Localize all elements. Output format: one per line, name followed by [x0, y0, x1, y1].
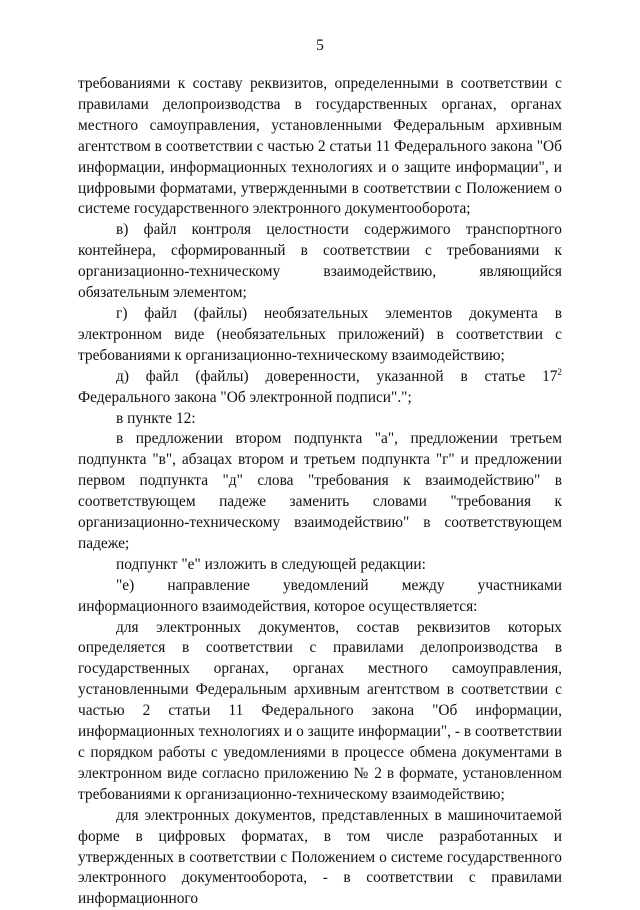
paragraph-electronic-documents: для электронных документов, состав реквизитов которых определяется в соответствии с правилами делопроизводства в государственных органах, органах местного самоуправления, установленными Федеральным архивным агентством в соответствии с частью 2 статьи 11 Федерального закона "Об информации, информационных технологиях и о защите информации", - в соответствии с порядком работы с уведомлениями в процессе обмена документами в электронном виде согласно приложению № 2 в формате, установленном требованиями к организационно-техническому взаимодействию; — [78, 618, 562, 803]
paragraph-item-d — [78, 367, 562, 409]
paragraph-item-d-text-before: д) файл (файлы) доверенности, указанной в статье 17 — [116, 367, 558, 385]
paragraph-requirements-continuation: требованиями к составу реквизитов, определенными в соответствии с правилами делопроизводства в государственных органах, органах местного самоуправления, установленными Федеральным архивным агентством в соответствии с частью 2 статьи 11 Федерального закона "Об информации, информационных технологиях и о защите информации", и цифровыми форматами, утвержденными в соответствии с Положением о системе государственного электронного документооборота; — [78, 75, 562, 218]
paragraph-item-g: г) файл (файлы) необязательных элементов документа в электронном виде (необязательных приложений) в соответствии с требованиями к организационно-техническому взаимодействию; — [78, 304, 562, 364]
paragraph-item-d-text-after: Федерального закона "Об электронной подписи"."; — [78, 388, 412, 406]
article-superscript: 2 — [557, 366, 562, 377]
paragraph-machine-readable-documents: для электронных документов, представленных в машиночитаемой форме в цифровых форматах, в том числе разработанных и утвержденных в соответствии с Положением о системе государственного электронного документооборота, - в соответствии с правилами информационного — [78, 806, 562, 908]
document-body — [78, 74, 562, 910]
paragraph-replacement-instruction: в предложении втором подпункта "а", предложении третьем подпункта "в", абзацах втором и третьем подпункта "г" и предложении первом подпункта "д" слова "требования к взаимодействию" в соответствующем падеже заменить словами "требования к организационно-техническому взаимодействию" в соответствующем падеже; — [78, 430, 562, 552]
paragraph-item-v: в) файл контроля целостности содержимого транспортного контейнера, сформированный в соответствии с требованиями к организационно-техническому взаимодействию, являющийся обязательным элементом; — [78, 221, 562, 302]
paragraph-point-12: в пункте 12: — [116, 409, 196, 427]
paragraph-subpoint-e-intro: подпункт "е" изложить в следующей редакции: — [116, 555, 426, 573]
paragraph-subpoint-e: "е) направление уведомлений между участниками информационного взаимодействия, которое осуществляется: — [78, 576, 562, 615]
page-number: 5 — [316, 37, 324, 54]
